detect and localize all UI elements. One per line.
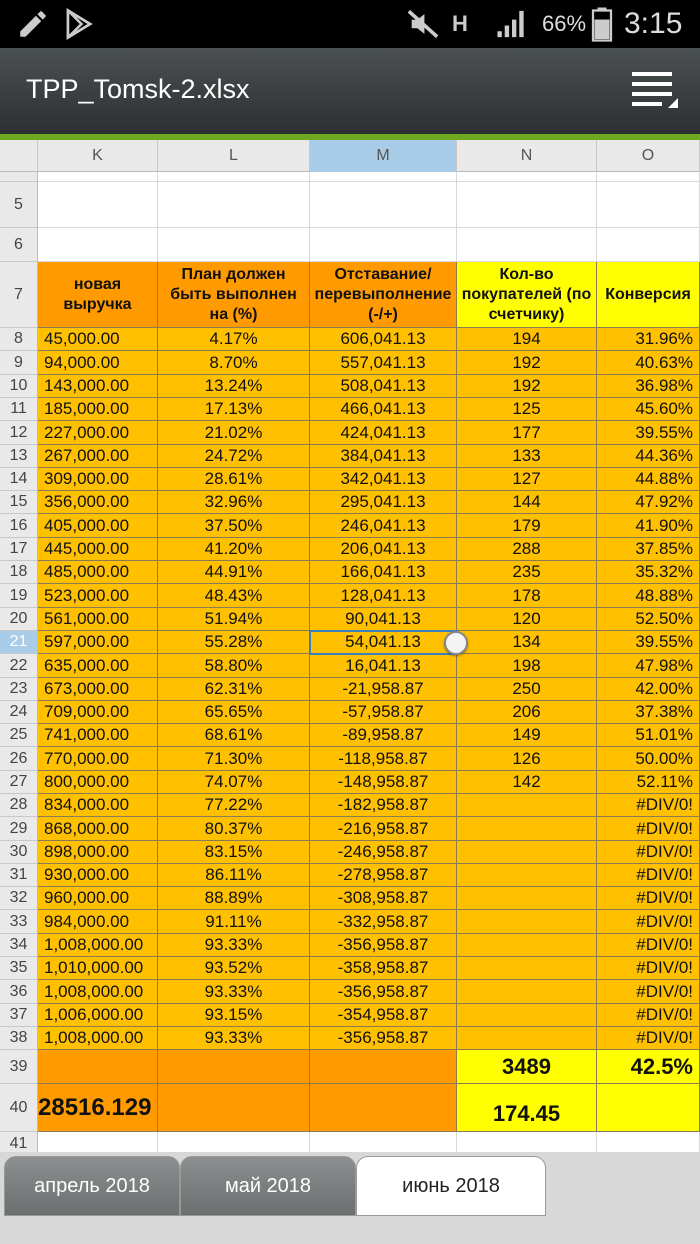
cell-empty[interactable] <box>158 228 310 262</box>
cell-conversion[interactable]: 47.98% <box>597 654 700 678</box>
cell-revenue[interactable]: 1,008,000.00 <box>38 934 158 957</box>
battery-icon <box>590 0 614 48</box>
status-bar <box>0 0 700 48</box>
cell-conversion[interactable]: #DIV/0! <box>597 1004 700 1027</box>
cell-deviation[interactable]: -358,958.87 <box>310 957 457 980</box>
header-cell-customers[interactable]: Кол-во покупателей (по счетчику) <box>457 262 597 328</box>
cell-revenue[interactable]: 1,006,000.00 <box>38 1004 158 1027</box>
row-header[interactable]: 13 <box>0 445 38 468</box>
row-header[interactable]: 6 <box>0 228 38 262</box>
cell-plan-percent[interactable]: 58.80% <box>158 654 310 678</box>
cell-conversion[interactable]: 39.55% <box>597 421 700 445</box>
cell-revenue[interactable]: 94,000.00 <box>38 351 158 375</box>
row-header[interactable]: 11 <box>0 398 38 421</box>
cell-revenue[interactable]: 709,000.00 <box>38 701 158 724</box>
cell-deviation[interactable]: -148,958.87 <box>310 771 457 794</box>
cell-plan-percent[interactable]: 24.72% <box>158 445 310 468</box>
cell-deviation[interactable]: -278,958.87 <box>310 864 457 887</box>
row-header[interactable]: 15 <box>0 491 38 514</box>
row-header[interactable]: 37 <box>0 1004 38 1027</box>
cell-plan-percent[interactable]: 93.33% <box>158 980 310 1004</box>
cell-revenue[interactable]: 445,000.00 <box>38 538 158 561</box>
cell-empty[interactable] <box>457 228 597 262</box>
row-header[interactable]: 20 <box>0 608 38 631</box>
row-header[interactable]: 18 <box>0 561 38 584</box>
cell-conversion[interactable]: 36.98% <box>597 375 700 398</box>
cell-deviation[interactable]: 90,041.13 <box>310 608 457 631</box>
cell-customers[interactable]: 127 <box>457 468 597 491</box>
cell-plan-percent[interactable]: 91.11% <box>158 910 310 934</box>
cell-plan-percent[interactable]: 13.24% <box>158 375 310 398</box>
cell-revenue[interactable]: 523,000.00 <box>38 584 158 608</box>
cell-deviation[interactable]: 557,041.13 <box>310 351 457 375</box>
cell-deviation[interactable]: 16,041.13 <box>310 654 457 678</box>
cell-plan-percent[interactable]: 68.61% <box>158 724 310 747</box>
cell-deviation[interactable]: 384,041.13 <box>310 445 457 468</box>
cell-deviation[interactable]: 606,041.13 <box>310 328 457 351</box>
total-conversion[interactable]: 42.5% <box>597 1050 700 1084</box>
cell-plan-percent[interactable]: 74.07% <box>158 771 310 794</box>
cell-revenue[interactable]: 1,008,000.00 <box>38 1027 158 1050</box>
cell-conversion[interactable]: #DIV/0! <box>597 887 700 910</box>
cell-conversion[interactable]: 52.11% <box>597 771 700 794</box>
edit-icon <box>16 0 50 48</box>
cell-plan-percent[interactable]: 71.30% <box>158 747 310 771</box>
average-customers[interactable]: 174.45 <box>457 1084 597 1132</box>
spreadsheet-grid[interactable] <box>0 172 700 1152</box>
row-header[interactable]: 24 <box>0 701 38 724</box>
cell-conversion[interactable]: 42.00% <box>597 678 700 701</box>
column-header-n[interactable]: N <box>457 140 597 172</box>
cell-revenue[interactable]: 741,000.00 <box>38 724 158 747</box>
cell-customers[interactable] <box>457 817 597 841</box>
cell-customers[interactable] <box>457 864 597 887</box>
cell-plan-percent[interactable]: 93.33% <box>158 934 310 957</box>
cell-customers[interactable] <box>457 934 597 957</box>
cell-empty[interactable] <box>597 1084 700 1132</box>
row-header[interactable]: 17 <box>0 538 38 561</box>
cell-revenue[interactable]: 309,000.00 <box>38 468 158 491</box>
header-cell-deviation[interactable]: Отставание/перевыполнение (-/+) <box>310 262 457 328</box>
cell-conversion[interactable]: 52.50% <box>597 608 700 631</box>
row-header[interactable] <box>0 172 38 182</box>
cell-customers[interactable]: 120 <box>457 608 597 631</box>
cell-customers[interactable]: 198 <box>457 654 597 678</box>
cell-plan-percent[interactable]: 62.31% <box>158 678 310 701</box>
header-cell-conversion[interactable]: Конверсия <box>597 262 700 328</box>
cell-deviation[interactable]: -356,958.87 <box>310 1027 457 1050</box>
cell-customers[interactable]: 179 <box>457 514 597 538</box>
cell-conversion[interactable]: 44.88% <box>597 468 700 491</box>
row-header[interactable]: 21 <box>0 631 38 654</box>
cell-customers[interactable]: 178 <box>457 584 597 608</box>
row-header[interactable]: 36 <box>0 980 38 1004</box>
cell-customers[interactable] <box>457 980 597 1004</box>
row-header[interactable]: 41 <box>0 1132 38 1156</box>
cell-customers[interactable]: 126 <box>457 747 597 771</box>
row-header[interactable]: 12 <box>0 421 38 445</box>
cell-customers[interactable] <box>457 1004 597 1027</box>
cell-conversion[interactable]: 44.36% <box>597 445 700 468</box>
cell-customers[interactable]: 250 <box>457 678 597 701</box>
cell-deviation[interactable]: -332,958.87 <box>310 910 457 934</box>
column-header-m[interactable]: M <box>310 140 457 172</box>
row-header[interactable]: 8 <box>0 328 38 351</box>
cell-customers[interactable]: 192 <box>457 375 597 398</box>
row-header[interactable]: 33 <box>0 910 38 934</box>
cell-revenue[interactable]: 45,000.00 <box>38 328 158 351</box>
cell-plan-percent[interactable]: 41.20% <box>158 538 310 561</box>
cell-customers[interactable] <box>457 841 597 864</box>
cell-conversion[interactable]: #DIV/0! <box>597 980 700 1004</box>
cell-plan-percent[interactable]: 93.52% <box>158 957 310 980</box>
play-store-icon <box>64 0 94 48</box>
cell-conversion[interactable]: 39.55% <box>597 631 700 654</box>
cell-customers[interactable]: 149 <box>457 724 597 747</box>
cell-revenue[interactable]: 597,000.00 <box>38 631 158 654</box>
cell-deviation[interactable]: 342,041.13 <box>310 468 457 491</box>
cell-empty[interactable] <box>457 172 597 182</box>
battery-percent: 66% <box>542 11 587 36</box>
cell-conversion[interactable]: 37.85% <box>597 538 700 561</box>
column-header-l[interactable]: L <box>158 140 310 172</box>
cell-plan-percent[interactable]: 93.33% <box>158 1027 310 1050</box>
cell-deviation[interactable]: 206,041.13 <box>310 538 457 561</box>
total-revenue[interactable]: 28516.129 <box>38 1084 158 1132</box>
cell-empty[interactable] <box>310 1084 457 1132</box>
row-header[interactable]: 27 <box>0 771 38 794</box>
cell-deviation[interactable]: -356,958.87 <box>310 980 457 1004</box>
cell-customers[interactable]: 125 <box>457 398 597 421</box>
cell-revenue[interactable]: 185,000.00 <box>38 398 158 421</box>
cell-customers[interactable]: 206 <box>457 701 597 724</box>
cell-revenue[interactable]: 770,000.00 <box>38 747 158 771</box>
cell-conversion[interactable]: 48.88% <box>597 584 700 608</box>
total-customers[interactable]: 3489 <box>457 1050 597 1084</box>
cell-customers[interactable]: 142 <box>457 771 597 794</box>
header-cell-revenue[interactable]: новая выручка <box>38 262 158 328</box>
cell-plan-percent[interactable]: 51.94% <box>158 608 310 631</box>
row-header[interactable]: 31 <box>0 864 38 887</box>
cell-customers[interactable]: 134 <box>457 631 597 654</box>
row-header[interactable]: 19 <box>0 584 38 608</box>
row-header[interactable]: 25 <box>0 724 38 747</box>
cell-empty[interactable] <box>597 228 700 262</box>
cell-empty[interactable] <box>158 1084 310 1132</box>
row-header[interactable]: 23 <box>0 678 38 701</box>
row-header[interactable]: 30 <box>0 841 38 864</box>
cell-empty[interactable] <box>158 1050 310 1084</box>
sheet-tabs <box>0 1152 700 1244</box>
corner-cell[interactable] <box>0 140 38 172</box>
cell-plan-percent[interactable]: 17.13% <box>158 398 310 421</box>
column-header-k[interactable]: K <box>38 140 158 172</box>
cell-deviation[interactable]: 508,041.13 <box>310 375 457 398</box>
cell-customers[interactable]: 288 <box>457 538 597 561</box>
cell-deviation[interactable]: -246,958.87 <box>310 841 457 864</box>
row-header[interactable]: 10 <box>0 375 38 398</box>
cell-empty[interactable] <box>597 172 700 182</box>
clock: 3:15 <box>624 7 683 40</box>
selection-handle[interactable] <box>444 631 468 655</box>
cell-customers[interactable] <box>457 957 597 980</box>
cell-conversion[interactable]: #DIV/0! <box>597 934 700 957</box>
cell-plan-percent[interactable]: 77.22% <box>158 794 310 817</box>
cell-empty[interactable] <box>38 172 158 182</box>
cell-conversion[interactable]: 50.00% <box>597 747 700 771</box>
cell-revenue[interactable]: 1,008,000.00 <box>38 980 158 1004</box>
cell-empty[interactable] <box>310 228 457 262</box>
row-header[interactable]: 34 <box>0 934 38 957</box>
cell-revenue[interactable]: 356,000.00 <box>38 491 158 514</box>
cell-customers[interactable] <box>457 794 597 817</box>
app-title-bar <box>0 48 700 136</box>
cell-plan-percent[interactable]: 55.28% <box>158 631 310 654</box>
row-header[interactable]: 38 <box>0 1027 38 1050</box>
cell-customers[interactable] <box>457 887 597 910</box>
cell-conversion[interactable]: 37.38% <box>597 701 700 724</box>
cell-plan-percent[interactable]: 32.96% <box>158 491 310 514</box>
cell-deviation[interactable]: -356,958.87 <box>310 934 457 957</box>
cell-conversion[interactable]: 35.32% <box>597 561 700 584</box>
cell-deviation[interactable]: 246,041.13 <box>310 514 457 538</box>
cell-empty[interactable] <box>158 172 310 182</box>
cell-deviation[interactable]: -354,958.87 <box>310 1004 457 1027</box>
cell-deviation[interactable]: -216,958.87 <box>310 817 457 841</box>
cell-revenue[interactable]: 561,000.00 <box>38 608 158 631</box>
cell-plan-percent[interactable]: 65.65% <box>158 701 310 724</box>
cell-revenue[interactable]: 960,000.00 <box>38 887 158 910</box>
cell-plan-percent[interactable]: 28.61% <box>158 468 310 491</box>
cell-empty[interactable] <box>457 182 597 228</box>
cell-empty[interactable] <box>310 182 457 228</box>
network-type: H <box>452 11 468 36</box>
column-header-o[interactable]: O <box>597 140 700 172</box>
cell-customers[interactable]: 235 <box>457 561 597 584</box>
row-header[interactable]: 29 <box>0 817 38 841</box>
cell-conversion[interactable]: 40.63% <box>597 351 700 375</box>
cell-conversion[interactable]: #DIV/0! <box>597 957 700 980</box>
cell-revenue[interactable]: 930,000.00 <box>38 864 158 887</box>
menu-icon[interactable] <box>628 68 682 118</box>
cell-revenue[interactable]: 227,000.00 <box>38 421 158 445</box>
cell-customers[interactable]: 133 <box>457 445 597 468</box>
cell-plan-percent[interactable]: 83.15% <box>158 841 310 864</box>
cell-conversion[interactable]: 31.96% <box>597 328 700 351</box>
cell-revenue[interactable]: 673,000.00 <box>38 678 158 701</box>
cell-plan-percent[interactable]: 21.02% <box>158 421 310 445</box>
cell-revenue[interactable]: 1,010,000.00 <box>38 957 158 980</box>
cell-deviation[interactable]: -308,958.87 <box>310 887 457 910</box>
cell-customers[interactable]: 194 <box>457 328 597 351</box>
cell-conversion[interactable]: #DIV/0! <box>597 841 700 864</box>
cell-conversion[interactable]: 45.60% <box>597 398 700 421</box>
cell-plan-percent[interactable]: 44.91% <box>158 561 310 584</box>
row-header[interactable]: 16 <box>0 514 38 538</box>
cell-revenue[interactable]: 485,000.00 <box>38 561 158 584</box>
cell-plan-percent[interactable]: 88.89% <box>158 887 310 910</box>
row-header[interactable]: 9 <box>0 351 38 375</box>
cell-revenue[interactable]: 405,000.00 <box>38 514 158 538</box>
cell-deviation[interactable]: 54,041.13 <box>310 631 457 654</box>
row-header[interactable]: 5 <box>0 182 38 228</box>
row-header[interactable]: 35 <box>0 957 38 980</box>
cell-revenue[interactable]: 635,000.00 <box>38 654 158 678</box>
sheet-tab-may[interactable]: май 2018 <box>180 1156 356 1216</box>
row-header[interactable]: 14 <box>0 468 38 491</box>
cell-revenue[interactable]: 984,000.00 <box>38 910 158 934</box>
cell-deviation[interactable]: 166,041.13 <box>310 561 457 584</box>
row-header[interactable]: 26 <box>0 747 38 771</box>
cell-deviation[interactable]: 295,041.13 <box>310 491 457 514</box>
cell-deviation[interactable]: 466,041.13 <box>310 398 457 421</box>
cell-conversion[interactable]: 41.90% <box>597 514 700 538</box>
cell-revenue[interactable]: 800,000.00 <box>38 771 158 794</box>
cell-plan-percent[interactable]: 37.50% <box>158 514 310 538</box>
cell-deviation[interactable]: 128,041.13 <box>310 584 457 608</box>
cell-conversion[interactable]: #DIV/0! <box>597 794 700 817</box>
row-header[interactable]: 32 <box>0 887 38 910</box>
cell-customers[interactable]: 192 <box>457 351 597 375</box>
row-header[interactable]: 22 <box>0 654 38 678</box>
cell-plan-percent[interactable]: 86.11% <box>158 864 310 887</box>
column-header-bar <box>0 140 700 172</box>
cell-plan-percent[interactable]: 93.15% <box>158 1004 310 1027</box>
cell-deviation[interactable]: -182,958.87 <box>310 794 457 817</box>
cell-plan-percent[interactable]: 80.37% <box>158 817 310 841</box>
cell-conversion[interactable]: 47.92% <box>597 491 700 514</box>
cell-plan-percent[interactable]: 8.70% <box>158 351 310 375</box>
signal-icon <box>494 0 530 48</box>
cell-revenue[interactable]: 898,000.00 <box>38 841 158 864</box>
cell-conversion[interactable]: #DIV/0! <box>597 817 700 841</box>
cell-revenue[interactable]: 868,000.00 <box>38 817 158 841</box>
file-title: TPP_Tomsk-2.xlsx <box>26 74 250 104</box>
cell-empty[interactable] <box>158 182 310 228</box>
cell-deviation[interactable]: -21,958.87 <box>310 678 457 701</box>
cell-plan-percent[interactable]: 48.43% <box>158 584 310 608</box>
row-header[interactable]: 40 <box>0 1084 38 1132</box>
cell-plan-percent[interactable]: 4.17% <box>158 328 310 351</box>
sheet-tab-april[interactable]: апрель 2018 <box>4 1156 180 1216</box>
cell-empty[interactable] <box>38 1050 158 1084</box>
cell-customers[interactable]: 177 <box>457 421 597 445</box>
cell-empty[interactable] <box>310 172 457 182</box>
cell-empty[interactable] <box>597 182 700 228</box>
cell-conversion[interactable]: #DIV/0! <box>597 864 700 887</box>
cell-deviation[interactable]: -57,958.87 <box>310 701 457 724</box>
cell-revenue[interactable]: 834,000.00 <box>38 794 158 817</box>
row-header[interactable]: 7 <box>0 262 38 328</box>
cell-revenue[interactable]: 267,000.00 <box>38 445 158 468</box>
cell-empty[interactable] <box>310 1050 457 1084</box>
cell-empty[interactable] <box>38 228 158 262</box>
cell-conversion[interactable]: #DIV/0! <box>597 1027 700 1050</box>
cell-deviation[interactable]: -118,958.87 <box>310 747 457 771</box>
row-header[interactable]: 28 <box>0 794 38 817</box>
sheet-tab-june[interactable]: июнь 2018 <box>356 1156 546 1216</box>
cell-conversion[interactable]: #DIV/0! <box>597 910 700 934</box>
row-header[interactable]: 39 <box>0 1050 38 1084</box>
cell-empty[interactable] <box>38 182 158 228</box>
cell-deviation[interactable]: -89,958.87 <box>310 724 457 747</box>
mute-icon <box>406 0 440 48</box>
cell-deviation[interactable]: 424,041.13 <box>310 421 457 445</box>
header-cell-plan[interactable]: План должен быть выполнен на (%) <box>158 262 310 328</box>
cell-conversion[interactable]: 51.01% <box>597 724 700 747</box>
cell-customers[interactable] <box>457 910 597 934</box>
cell-customers[interactable]: 144 <box>457 491 597 514</box>
cell-revenue[interactable]: 143,000.00 <box>38 375 158 398</box>
cell-customers[interactable] <box>457 1027 597 1050</box>
